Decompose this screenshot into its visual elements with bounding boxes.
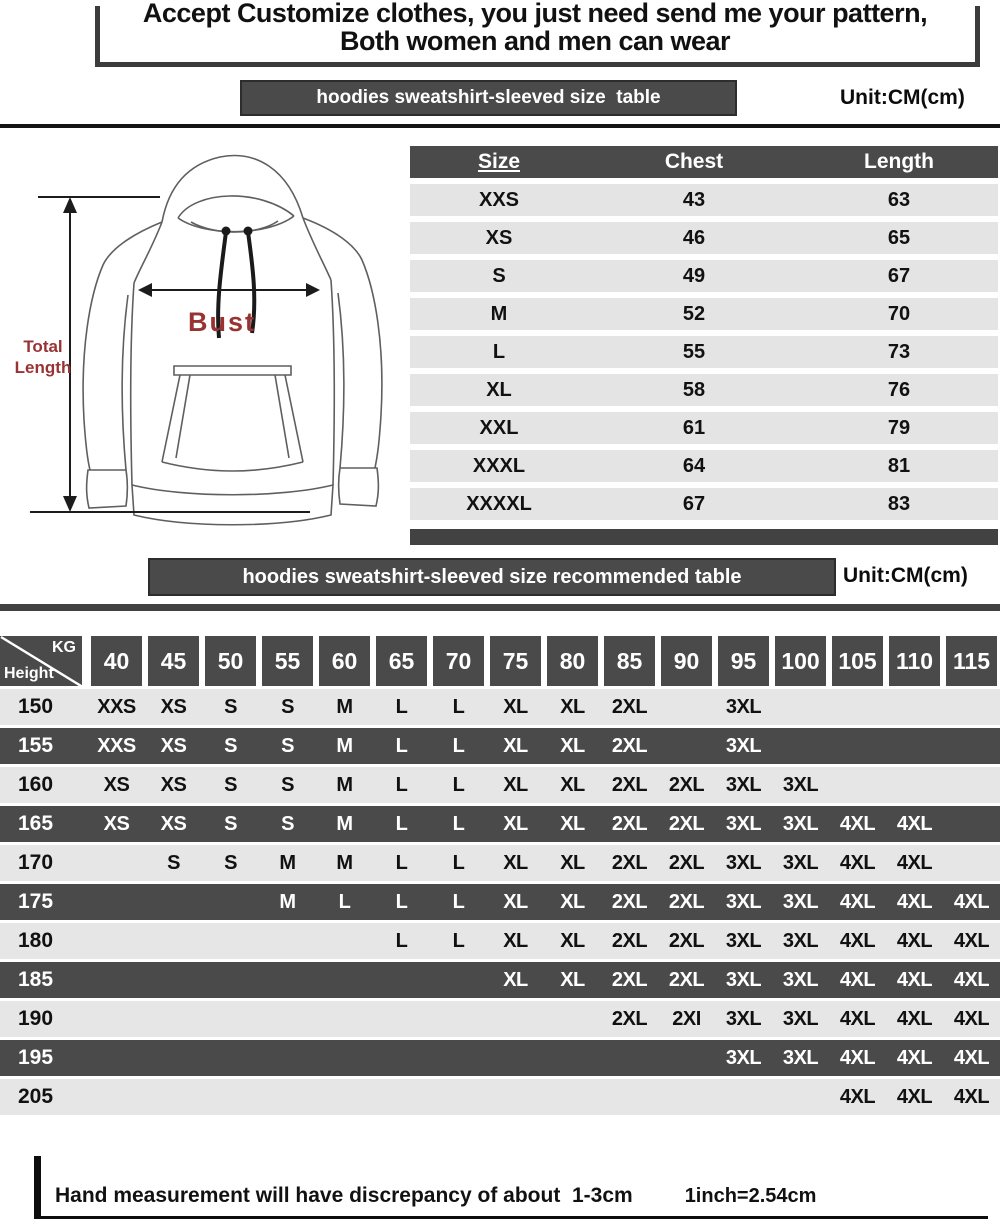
weight-header: 40 <box>91 636 142 686</box>
weight-header: 55 <box>262 636 313 686</box>
size-table-cell-size: M <box>490 302 508 325</box>
weight-header: 95 <box>718 636 769 686</box>
size-cell: XL <box>503 929 528 952</box>
size-table-cell-length: 79 <box>887 416 911 439</box>
size-cell: M <box>336 851 353 874</box>
matrix-row <box>0 767 1000 803</box>
size-cell: 2XL <box>611 695 648 718</box>
weight-header: 50 <box>205 636 256 686</box>
size-cell: 2XI <box>672 1007 701 1030</box>
size-table-cell-chest: 49 <box>682 264 706 287</box>
size-cell: XL <box>503 734 528 757</box>
size-cell: S <box>224 812 237 835</box>
weight-header: 45 <box>148 636 199 686</box>
header-line-2: Both women and men can wear <box>339 26 731 56</box>
matrix-header-row <box>0 636 1000 686</box>
footer-note-box <box>34 1156 988 1219</box>
size-cell: XS <box>103 812 130 835</box>
size-cell: 4XL <box>953 929 990 952</box>
size-table-cell-chest: 64 <box>682 454 706 477</box>
recommended-matrix <box>0 636 1000 1115</box>
size-cell: 4XL <box>953 1007 990 1030</box>
size-cell: XL <box>503 968 528 991</box>
arrowhead-down <box>63 496 77 512</box>
size-cell: 4XL <box>896 851 933 874</box>
size-table-cell-size: L <box>492 340 506 363</box>
size-table-cell-size: S <box>492 264 506 287</box>
size-cell: 3XL <box>725 734 762 757</box>
weight-header: 110 <box>889 636 940 686</box>
column-header-size: Size <box>477 150 521 173</box>
total-length-label-line2: Length <box>14 358 72 377</box>
size-cell: 2XL <box>611 929 648 952</box>
corner-height-label: Height <box>4 665 54 682</box>
size-cell: 3XL <box>725 1046 762 1069</box>
arrowhead-right <box>306 283 320 297</box>
size-cell: XXS <box>97 695 136 718</box>
height-label: 150 <box>18 695 54 718</box>
size-cell: 3XL <box>782 773 819 796</box>
size-cell: 4XL <box>896 929 933 952</box>
size-cell: L <box>395 812 408 835</box>
size-cell: 4XL <box>839 890 876 913</box>
measurement-note: Hand measurement will have discrepancy of about 1-3cm <box>55 1184 633 1207</box>
size-table-row <box>410 336 998 368</box>
size-table-cell-chest: 55 <box>682 340 706 363</box>
size-cell: S <box>281 773 294 796</box>
size-cell: L <box>452 695 465 718</box>
size-cell: 3XL <box>725 1007 762 1030</box>
unit-label-2: Unit:CM(cm) <box>843 564 968 587</box>
size-cell: 2XL <box>668 773 705 796</box>
size-cell: L <box>452 734 465 757</box>
size-table-cell-length: 83 <box>887 492 911 515</box>
size-cell: 2XL <box>611 890 648 913</box>
matrix-row <box>0 728 1000 764</box>
size-cell: XL <box>560 968 585 991</box>
size-cell: M <box>336 812 353 835</box>
bust-label: Bust <box>188 307 256 337</box>
size-cell: XL <box>560 890 585 913</box>
arrowhead-up <box>63 197 77 213</box>
size-cell: XXS <box>97 734 136 757</box>
size-cell: 4XL <box>839 929 876 952</box>
size-cell: 4XL <box>953 968 990 991</box>
size-cell: XL <box>503 890 528 913</box>
size-table-row <box>410 260 998 292</box>
size-cell: XS <box>160 773 187 796</box>
weight-header: 60 <box>319 636 370 686</box>
weight-header: 65 <box>376 636 427 686</box>
size-table-cell-chest: 61 <box>682 416 706 439</box>
size-cell: XL <box>560 734 585 757</box>
size-table-banner: hoodies sweatshirt-sleeved size table <box>240 80 737 116</box>
size-cell: XL <box>503 695 528 718</box>
size-cell: 3XL <box>725 851 762 874</box>
size-table-cell-size: XXS <box>478 188 520 211</box>
size-cell: 3XL <box>725 929 762 952</box>
weight-header: 80 <box>547 636 598 686</box>
hoodie-sketch <box>83 156 382 525</box>
size-cell: 3XL <box>782 890 819 913</box>
matrix-row <box>0 1079 1000 1115</box>
size-table-cell-size: XXXL <box>472 454 526 477</box>
recommended-table-banner: hoodies sweatshirt-sleeved size recommended table <box>148 558 836 596</box>
size-cell: XL <box>560 812 585 835</box>
size-table-bottom-bar <box>410 529 998 545</box>
size-cell: 3XL <box>782 929 819 952</box>
height-label: 160 <box>18 773 54 796</box>
weight-header: 100 <box>775 636 826 686</box>
matrix-corner-cell <box>0 636 82 686</box>
size-cell: 3XL <box>725 968 762 991</box>
weight-header: 75 <box>490 636 541 686</box>
size-cell: S <box>281 812 294 835</box>
matrix-body <box>0 689 1000 1115</box>
size-table-cell-length: 65 <box>887 226 911 249</box>
size-cell: XL <box>560 695 585 718</box>
size-cell: S <box>167 851 180 874</box>
size-table-cell-chest: 67 <box>682 492 706 515</box>
height-label: 180 <box>18 929 54 952</box>
weight-header: 115 <box>946 636 997 686</box>
size-table-row <box>410 450 998 482</box>
size-cell: 3XL <box>782 1046 819 1069</box>
size-cell: 4XL <box>896 812 933 835</box>
size-cell: 4XL <box>896 1046 933 1069</box>
size-table-cell-chest: 46 <box>682 226 706 249</box>
size-cell: 2XL <box>668 890 705 913</box>
size-cell: XS <box>103 773 130 796</box>
matrix-row <box>0 1040 1000 1076</box>
size-cell: 4XL <box>839 851 876 874</box>
size-cell: M <box>336 695 353 718</box>
size-cell: 4XL <box>839 1046 876 1069</box>
size-cell: S <box>281 734 294 757</box>
total-length-label-line1: Total <box>23 337 63 356</box>
matrix-row <box>0 689 1000 725</box>
matrix-row <box>0 845 1000 881</box>
weight-header: 105 <box>832 636 883 686</box>
drawstring-aglet <box>222 227 231 236</box>
size-cell: 4XL <box>953 1085 990 1108</box>
size-table-cell-chest: 52 <box>682 302 706 325</box>
size-cell: M <box>279 851 296 874</box>
arrowhead-left <box>138 283 152 297</box>
matrix-row <box>0 884 1000 920</box>
size-cell: L <box>452 812 465 835</box>
size-cell: L <box>452 851 465 874</box>
size-cell: 2XL <box>611 1007 648 1030</box>
size-cell: 3XL <box>725 890 762 913</box>
size-cell: 3XL <box>782 812 819 835</box>
column-header-length: Length <box>864 150 934 173</box>
size-cell: 2XL <box>611 734 648 757</box>
unit-label-1: Unit:CM(cm) <box>840 86 965 109</box>
height-label: 155 <box>18 734 54 757</box>
inch-conversion: 1inch=2.54cm <box>684 1185 817 1207</box>
size-table-row <box>410 412 998 444</box>
size-cell: S <box>281 695 294 718</box>
size-cell: L <box>338 890 351 913</box>
size-cell: 2XL <box>668 968 705 991</box>
size-cell: XL <box>560 929 585 952</box>
size-cell: S <box>224 695 237 718</box>
height-label: 205 <box>18 1085 54 1108</box>
size-cell: 4XL <box>953 1046 990 1069</box>
weight-header: 90 <box>661 636 712 686</box>
height-label: 165 <box>18 812 54 835</box>
height-label: 175 <box>18 890 54 913</box>
size-cell: L <box>395 851 408 874</box>
mid-divider <box>0 604 1000 611</box>
size-table-cell-length: 81 <box>887 454 911 477</box>
top-divider <box>0 124 1000 128</box>
size-cell: M <box>336 734 353 757</box>
corner-kg-label: KG <box>52 639 76 656</box>
size-cell: L <box>395 773 408 796</box>
size-table-row <box>410 374 998 406</box>
size-cell: XS <box>160 695 187 718</box>
size-cell: 2XL <box>611 773 648 796</box>
height-label: 195 <box>18 1046 54 1069</box>
size-cell: 3XL <box>782 851 819 874</box>
size-cell: 2XL <box>611 812 648 835</box>
size-table-cell-length: 76 <box>887 378 911 401</box>
drawstring-aglet <box>244 227 253 236</box>
size-table-row <box>410 488 998 520</box>
size-cell: L <box>395 890 408 913</box>
size-cell: 3XL <box>725 812 762 835</box>
weight-header: 70 <box>433 636 484 686</box>
size-table-cell-size: XXL <box>479 416 519 439</box>
size-cell: 4XL <box>896 1007 933 1030</box>
matrix-row <box>0 806 1000 842</box>
size-cell: 4XL <box>839 1007 876 1030</box>
size-cell: 4XL <box>839 812 876 835</box>
size-cell: L <box>395 695 408 718</box>
size-cell: S <box>224 773 237 796</box>
size-cell: 2XL <box>668 812 705 835</box>
size-table-cell-chest: 58 <box>682 378 706 401</box>
size-table-cell-size: XS <box>485 226 513 249</box>
size-table <box>410 146 998 545</box>
size-table-cell-size: XL <box>486 378 512 401</box>
size-cell: XL <box>503 773 528 796</box>
size-cell: L <box>395 734 408 757</box>
size-cell: M <box>336 773 353 796</box>
size-cell: L <box>452 929 465 952</box>
size-cell: S <box>224 734 237 757</box>
size-table-cell-chest: 43 <box>682 188 706 211</box>
size-cell: 4XL <box>839 968 876 991</box>
size-table-row <box>410 298 998 330</box>
size-cell: 4XL <box>896 1085 933 1108</box>
height-label: 170 <box>18 851 54 874</box>
size-cell: 2XL <box>611 851 648 874</box>
size-table-cell-length: 73 <box>887 340 911 363</box>
height-label: 185 <box>18 968 54 991</box>
size-cell: 4XL <box>839 1085 876 1108</box>
size-table-body <box>410 184 998 520</box>
size-cell: XL <box>503 812 528 835</box>
height-label: 190 <box>18 1007 54 1030</box>
hoodie-diagram <box>10 140 410 550</box>
weight-header: 85 <box>604 636 655 686</box>
matrix-row <box>0 962 1000 998</box>
size-cell: 3XL <box>782 968 819 991</box>
size-table-row <box>410 184 998 216</box>
header-line-1: Accept Customize clothes, you just need send me your pattern, <box>142 0 928 28</box>
size-cell: 2XL <box>668 929 705 952</box>
size-table-header <box>410 146 998 178</box>
size-cell: 2XL <box>611 968 648 991</box>
matrix-row <box>0 923 1000 959</box>
size-cell: XS <box>160 812 187 835</box>
size-cell: 4XL <box>896 968 933 991</box>
size-cell: 4XL <box>896 890 933 913</box>
size-cell: 2XL <box>668 851 705 874</box>
column-header-chest: Chest <box>664 150 724 173</box>
size-table-cell-length: 63 <box>887 188 911 211</box>
size-cell: XL <box>560 851 585 874</box>
size-cell: L <box>452 890 465 913</box>
size-table-cell-length: 70 <box>887 302 911 325</box>
size-cell: L <box>452 773 465 796</box>
size-table-cell-size: XXXXL <box>466 492 532 515</box>
size-cell: M <box>279 890 296 913</box>
size-cell: L <box>395 929 408 952</box>
size-cell: 4XL <box>953 890 990 913</box>
size-cell: XL <box>560 773 585 796</box>
size-cell: 3XL <box>782 1007 819 1030</box>
size-table-row <box>410 222 998 254</box>
size-cell: S <box>224 851 237 874</box>
size-cell: XS <box>160 734 187 757</box>
matrix-row <box>0 1001 1000 1037</box>
size-cell: 3XL <box>725 773 762 796</box>
total-length-arrow <box>30 197 310 512</box>
size-cell: 3XL <box>725 695 762 718</box>
size-cell: XL <box>503 851 528 874</box>
size-table-cell-length: 67 <box>887 264 911 287</box>
